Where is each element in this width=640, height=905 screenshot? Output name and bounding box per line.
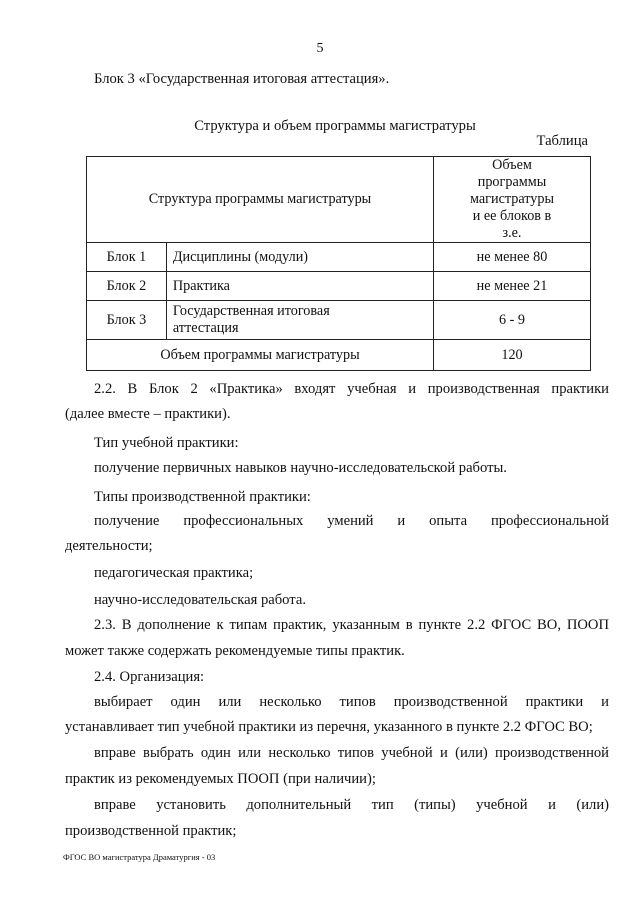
page-footer: ФГОС ВО магистратура Драматургия - 03 bbox=[63, 852, 216, 862]
name-cell: Государственная итоговая аттестация bbox=[166, 301, 433, 340]
paragraph-line: научно-исследовательская работа. bbox=[94, 592, 306, 608]
total-label-cell: Объем программы магистратуры bbox=[87, 340, 434, 371]
header-structure-cell: Структура программы магистратуры bbox=[87, 157, 434, 243]
paragraph-line: получение первичных навыков научно-исследовательской работы. bbox=[94, 460, 507, 476]
paragraph-line: педагогическая практика; bbox=[94, 565, 254, 581]
block-cell: Блок 3 bbox=[87, 301, 167, 340]
paragraph-line: 2.2. В Блок 2 «Практика» входят учебная и производственная практики bbox=[94, 381, 609, 397]
paragraph-line: 2.3. В дополнение к типам практик, указанным в пункте 2.2 ФГОС ВО, ПООП bbox=[94, 617, 609, 633]
table-header-row bbox=[87, 157, 591, 243]
paragraph-line: Типы производственной практики: bbox=[94, 489, 311, 505]
block-heading: Блок 3 «Государственная итоговая аттестация». bbox=[94, 71, 390, 87]
header-volume-cell: Объем программы магистратуры и ее блоков в з.е. bbox=[433, 157, 590, 243]
paragraph-line: вправе установить дополнительный тип (типы) учебной и (или) bbox=[94, 797, 609, 813]
paragraph-line: Тип учебной практики: bbox=[94, 435, 239, 451]
paragraph-line: получение профессиональных умений и опыта профессиональной bbox=[94, 513, 609, 529]
paragraph-line: (далее вместе – практики). bbox=[65, 406, 231, 422]
paragraph-line: выбирает один или несколько типов производственной практики и bbox=[94, 694, 609, 710]
name-cell: Дисциплины (модули) bbox=[166, 243, 433, 272]
name-cell: Практика bbox=[166, 272, 433, 301]
table-caption: Структура и объем программы магистратуры bbox=[194, 118, 476, 134]
paragraph-line: вправе выбрать один или несколько типов учебной и (или) производственной bbox=[94, 745, 609, 761]
paragraph-line: может также содержать рекомендуемые типы практик. bbox=[65, 643, 405, 659]
block-cell: Блок 2 bbox=[87, 272, 167, 301]
page-number: 5 bbox=[316, 41, 324, 56]
table-label: Таблица bbox=[536, 133, 588, 149]
paragraph-line: устанавливает тип учебной практики из перечня, указанного в пункте 2.2 ФГОС ВО; bbox=[65, 719, 593, 735]
paragraph-line: практик из рекомендуемых ПООП (при наличии); bbox=[65, 771, 376, 787]
table-total-row bbox=[87, 340, 591, 371]
paragraph-line: 2.4. Организация: bbox=[94, 669, 205, 685]
block-cell: Блок 1 bbox=[87, 243, 167, 272]
value-cell: не менее 21 bbox=[433, 272, 590, 301]
paragraph-line: производственной практик; bbox=[65, 823, 237, 839]
table-row bbox=[87, 243, 591, 272]
value-cell: не менее 80 bbox=[433, 243, 590, 272]
program-structure-table bbox=[86, 156, 591, 371]
total-value-cell: 120 bbox=[433, 340, 590, 371]
value-cell: 6 - 9 bbox=[433, 301, 590, 340]
paragraph-line: деятельности; bbox=[65, 538, 153, 554]
table-row bbox=[87, 272, 591, 301]
table-row bbox=[87, 301, 591, 340]
